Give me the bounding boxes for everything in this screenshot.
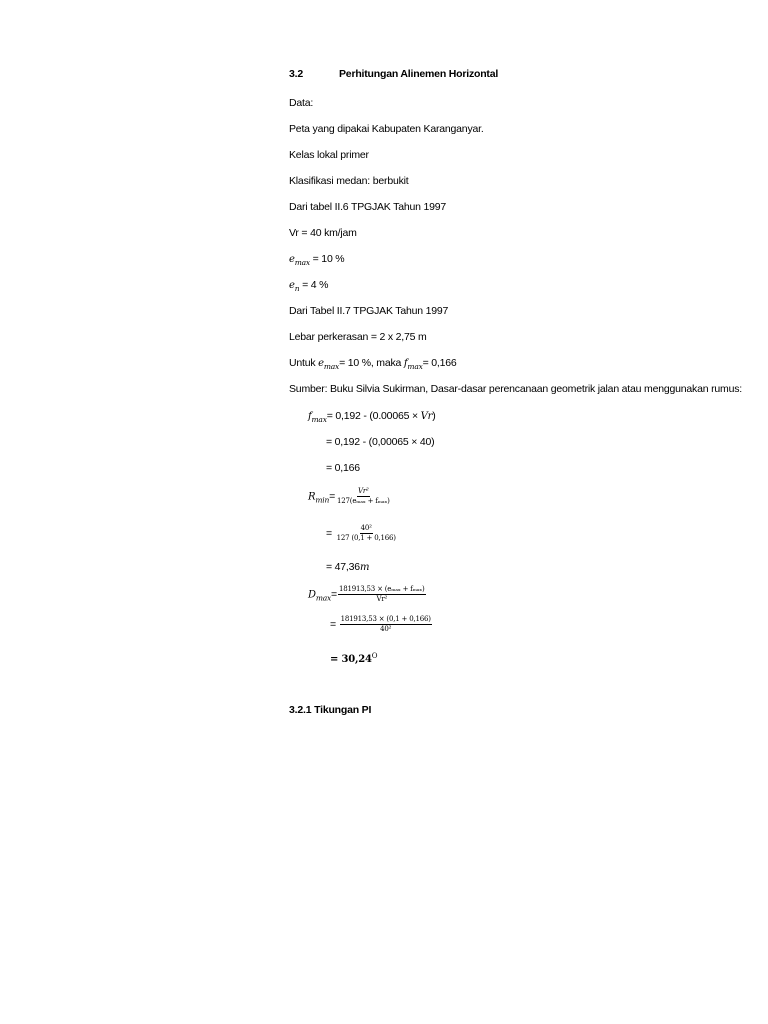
fmax-step1-end: )	[432, 410, 436, 422]
en-subscript: n	[294, 284, 300, 293]
rmin-numerator: Vr²	[358, 487, 369, 495]
subsection-title: Tikungan PI	[314, 704, 372, 716]
dmax-sub-fraction	[340, 615, 432, 634]
rmin-sub-denominator: 127 (0,1 + 0,166)	[336, 534, 396, 542]
untuk-end: = 0,166	[422, 357, 457, 369]
emax-line	[289, 253, 344, 267]
fmax-step2: = 0,192 - (0,00065 × 40)	[326, 436, 435, 448]
tabel1-line: Dari tabel II.6 TPGJAK Tahun 1997	[289, 201, 447, 213]
peta-line: Peta yang dipakai Kabupaten Karanganyar.	[289, 123, 484, 135]
subsection-number: 3.2.1	[289, 704, 312, 716]
fmax-formula	[308, 410, 436, 424]
dmax-substitution	[330, 615, 432, 634]
degree-symbol: O	[371, 652, 378, 660]
rmin-fraction	[336, 487, 391, 506]
rmin-subscript: min	[315, 495, 330, 505]
rmin-result-value: = 47,36	[326, 561, 360, 573]
subsection-heading	[289, 704, 371, 716]
rmin-sub-fraction	[336, 524, 397, 543]
section-number: 3.2	[289, 68, 303, 80]
dmax-sub-denominator: 40²	[380, 625, 392, 633]
untuk-f-subscript: max	[407, 362, 423, 371]
data-label: Data:	[289, 97, 314, 109]
en-line	[289, 279, 328, 293]
dmax-formula	[308, 585, 426, 604]
rmin-sub-equals: =	[326, 527, 335, 540]
lebar-line: Lebar perkerasan = 2 x 2,75 m	[289, 331, 427, 343]
emax-value: = 10 %	[309, 253, 345, 265]
sumber-line: Sumber: Buku Silvia Sukirman, Dasar-dasar perencanaan geometrik jalan atau menggunakan rumus:	[289, 383, 742, 395]
rmin-symbol: R	[308, 491, 316, 503]
section-title: Perhitungan Alinemen Horizontal	[339, 68, 499, 80]
emax-symbol: e	[289, 254, 295, 265]
untuk-prefix: Untuk	[289, 357, 319, 369]
klasifikasi-line: Klasifikasi medan: berbukit	[289, 175, 409, 187]
fmax-subscript: max	[311, 415, 327, 424]
rmin-result	[326, 561, 369, 573]
emax-subscript: max	[294, 258, 310, 267]
rmin-sub-numerator: 40²	[360, 524, 372, 532]
dmax-symbol: D	[308, 589, 316, 601]
section-heading	[289, 68, 498, 80]
kelas-line: Kelas lokal primer	[289, 149, 369, 161]
rmin-denominator: 127(eₘₐₓ + fₘₐₓ)	[337, 497, 390, 505]
rmin-result-unit: m	[359, 562, 370, 573]
dmax-numerator: 181913,53 × (eₘₐₓ + fₘₐₓ)	[338, 585, 425, 593]
vr-line: Vr = 40 km/jam	[289, 227, 357, 239]
en-symbol: e	[289, 280, 295, 291]
dmax-equals: =	[331, 588, 337, 601]
untuk-f-symbol: f	[403, 358, 408, 369]
dmax-subscript: max	[315, 593, 332, 603]
fmax-vr: Vr	[420, 411, 433, 422]
dmax-sub-equals: =	[330, 618, 339, 631]
rmin-substitution	[326, 524, 397, 543]
dmax-sub-numerator: 181913,53 × (0,1 + 0,166)	[340, 615, 431, 623]
untuk-e-symbol: e	[318, 358, 324, 369]
dmax-fraction	[338, 585, 426, 604]
dmax-result	[330, 652, 377, 665]
fmax-result: = 0,166	[326, 462, 360, 474]
tabel2-line: Dari Tabel II.7 TPGJAK Tahun 1997	[289, 305, 449, 317]
untuk-mid: = 10 %, maka	[339, 357, 404, 369]
dmax-denominator: Vr²	[376, 595, 388, 603]
untuk-e-subscript: max	[323, 362, 340, 371]
en-value: = 4 %	[299, 279, 329, 291]
untuk-line	[289, 357, 457, 371]
dmax-result-value: = 30,24	[330, 654, 372, 665]
rmin-formula	[308, 487, 391, 506]
rmin-equals: =	[329, 490, 336, 503]
fmax-symbol: f	[308, 411, 312, 422]
fmax-step1: = 0,192 - (0.00065 ×	[326, 410, 421, 422]
